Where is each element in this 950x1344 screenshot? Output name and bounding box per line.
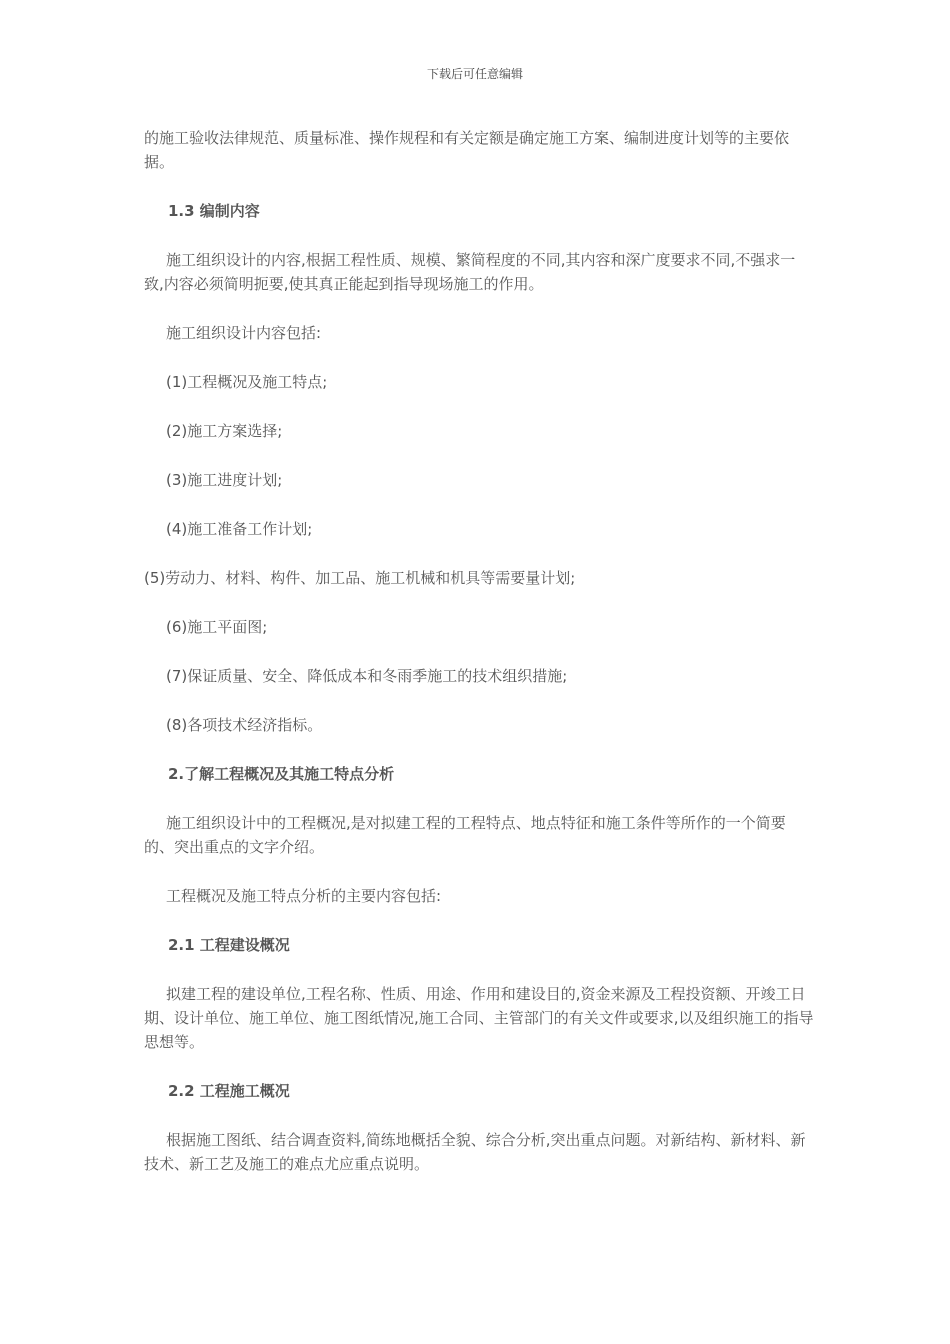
paragraph: 根据施工图纸、结合调查资料,简练地概括全貌、综合分析,突出重点问题。对新结构、新材料、新技术、新工艺及施工的难点尤应重点说明。 (144, 1131, 806, 1173)
list-item: (8)各项技术经济指标。 (166, 716, 323, 734)
paragraph: 工程概况及施工特点分析的主要内容包括: (166, 887, 442, 905)
section-heading: 2.了解工程概况及其施工特点分析 (168, 765, 395, 783)
list-item: (5)劳动力、材料、构件、加工品、施工机械和机具等需要量计划; (144, 569, 576, 587)
paragraph: 施工组织设计中的工程概况,是对拟建工程的工程特点、地点特征和施工条件等所作的一个简要的、突出重点的文字介绍。 (144, 814, 786, 856)
list-item: (2)施工方案选择; (166, 422, 283, 440)
list-item: (7)保证质量、安全、降低成本和冬雨季施工的技术组织措施; (166, 667, 568, 685)
section-heading: 2.2 工程施工概况 (168, 1082, 290, 1100)
page-header: 下载后可任意编辑 (426, 67, 523, 81)
section-heading: 2.1 工程建设概况 (168, 936, 290, 954)
paragraph: 拟建工程的建设单位,工程名称、性质、用途、作用和建设目的,资金来源及工程投资额、开竣工日期、设计单位、施工单位、施工图纸情况,施工合同、主管部门的有关文件或要求,以及组织施工的指导思想等。 (144, 985, 814, 1051)
list-item: (6)施工平面图; (166, 618, 268, 636)
section-heading: 1.3 编制内容 (168, 202, 260, 220)
list-item: (3)施工进度计划; (166, 471, 283, 489)
list-item: (1)工程概况及施工特点; (166, 373, 328, 391)
paragraph: 施工组织设计内容包括: (166, 324, 322, 342)
paragraph: 的施工验收法律规范、质量标准、操作规程和有关定额是确定施工方案、编制进度计划等的主要依据。 (144, 129, 790, 171)
document-body (144, 126, 814, 1201)
list-item: (4)施工准备工作计划; (166, 520, 313, 538)
paragraph: 施工组织设计的内容,根据工程性质、规模、繁简程度的不同,其内容和深广度要求不同,不强求一致,内容必须简明扼要,使其真正能起到指导现场施工的作用。 (144, 251, 796, 293)
